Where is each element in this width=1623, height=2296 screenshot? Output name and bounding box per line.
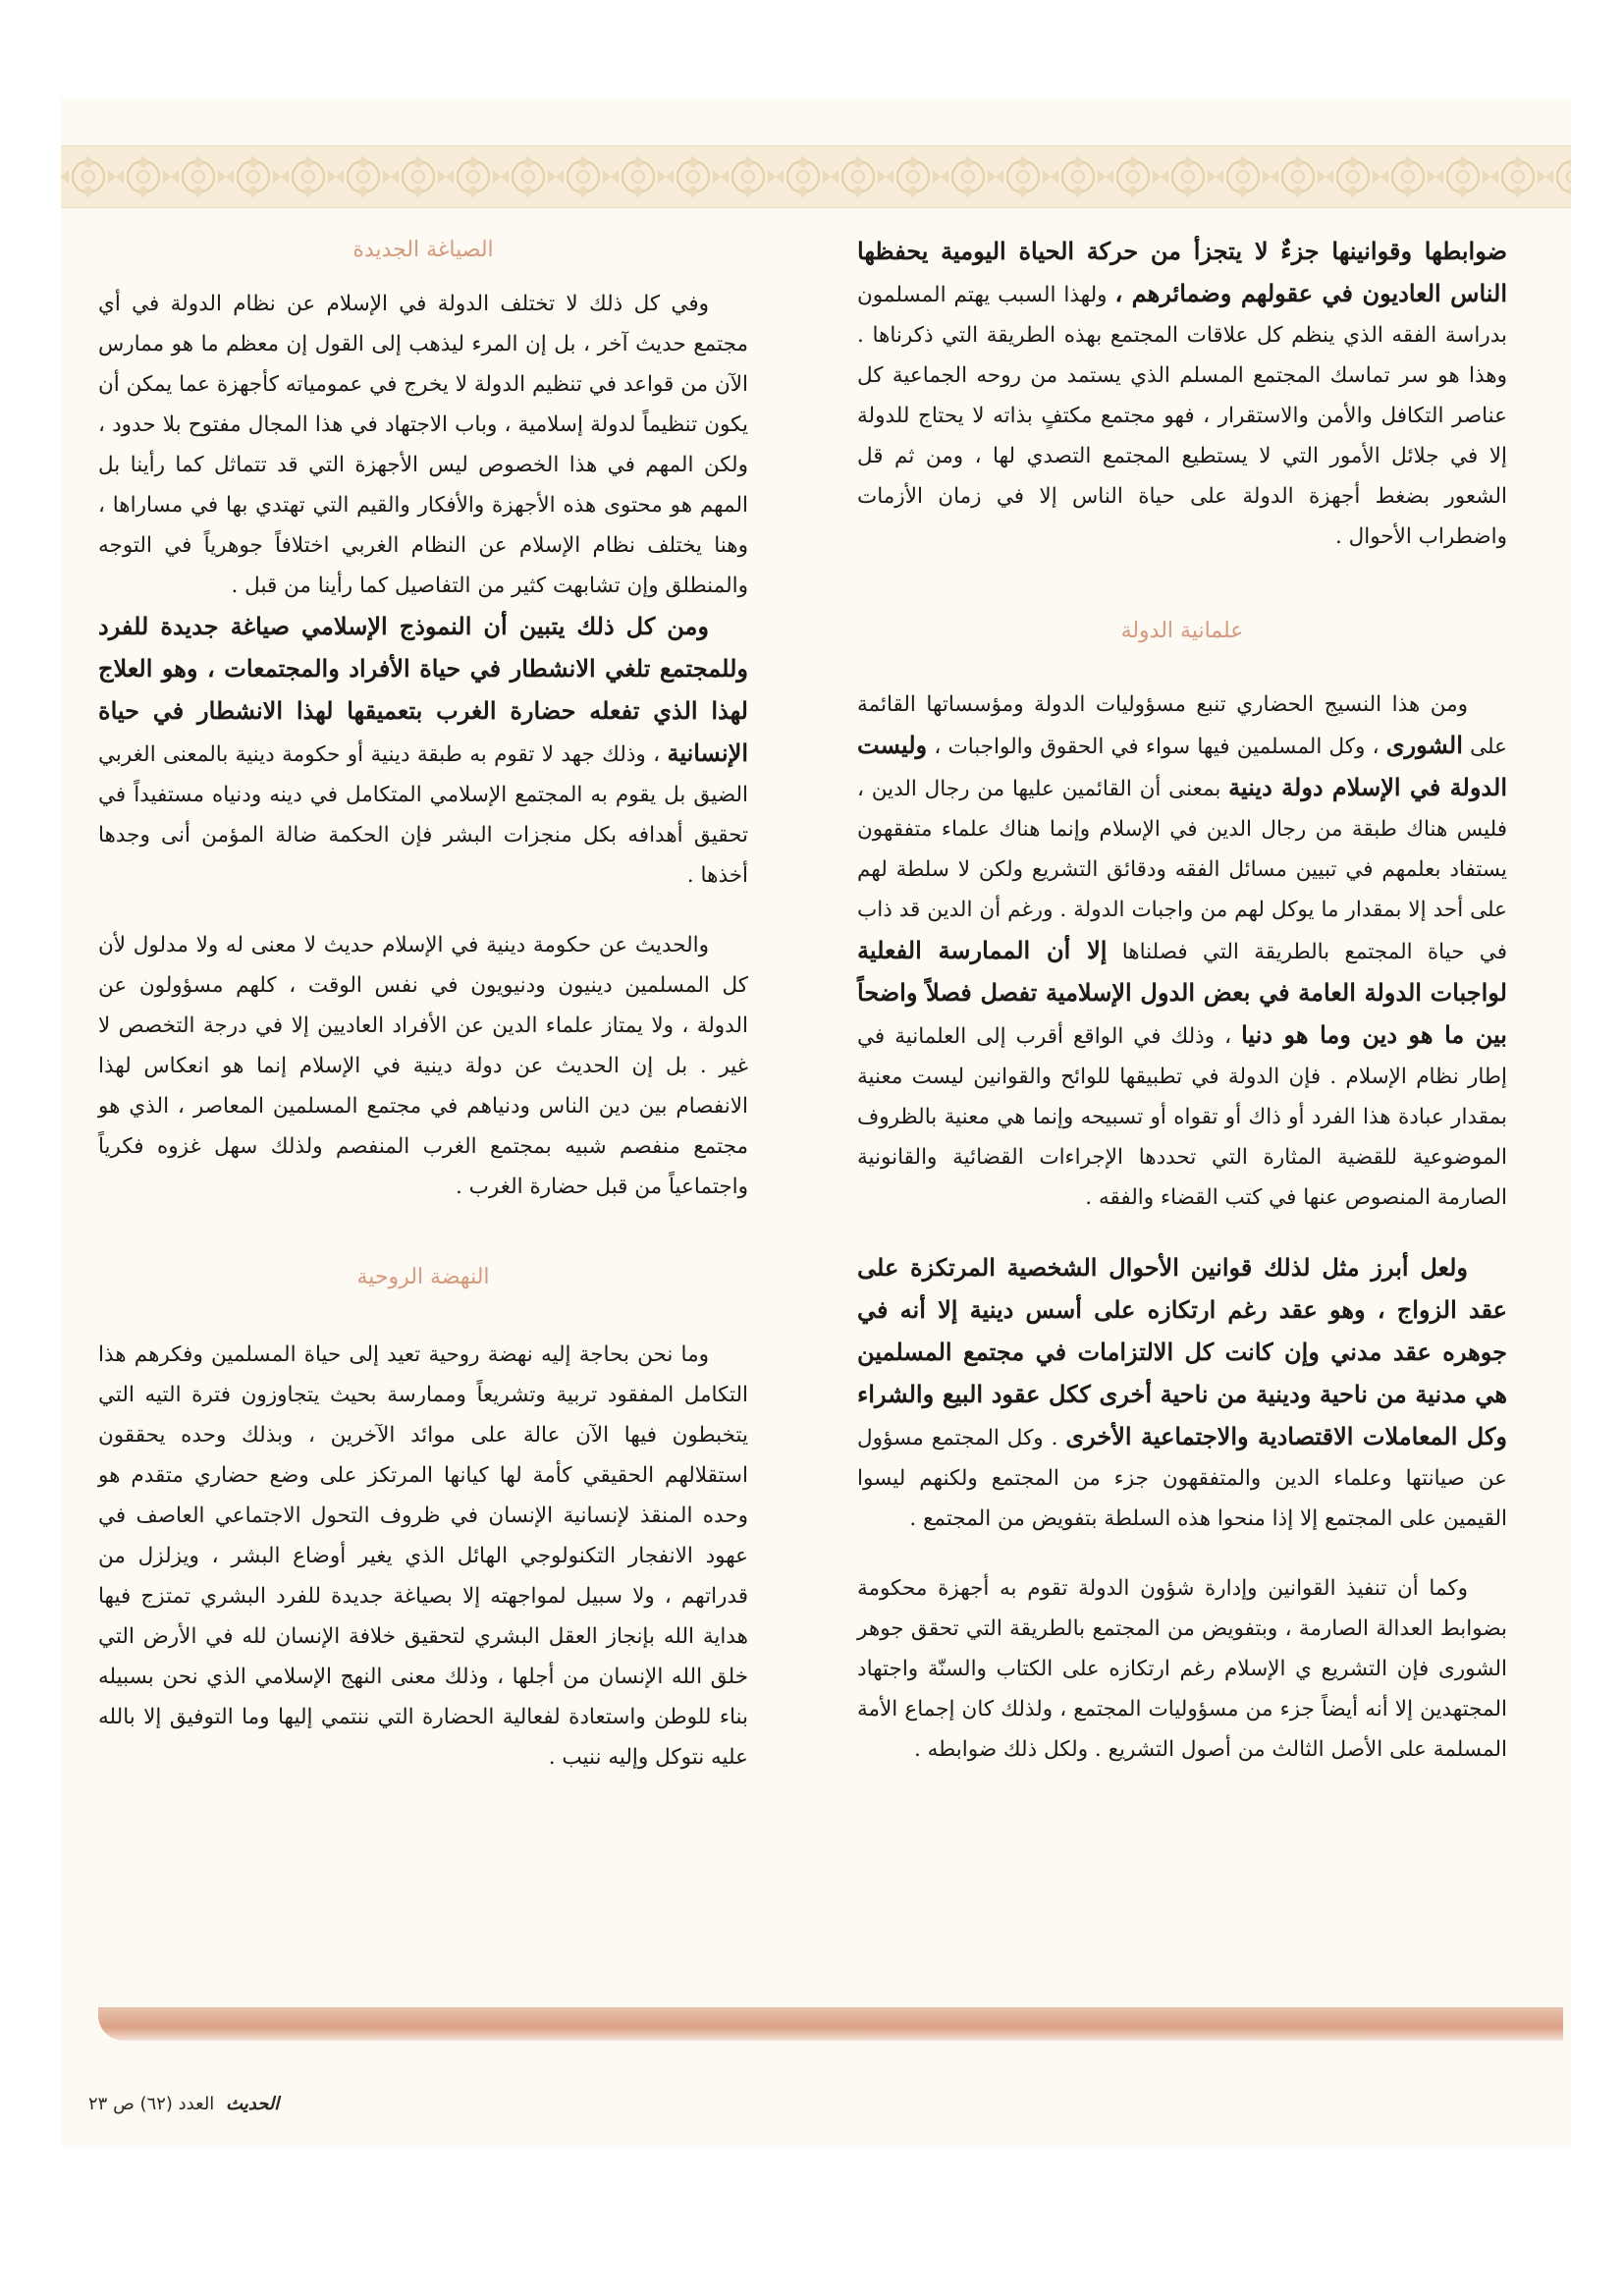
- paragraph: ولعل أبرز مثل لذلك قوانين الأحوال الشخصية المرتكزة على عقد الزواج ، وهو عقد رغم ارتكازه على أسس دينية إلا أنه في جوهره عقد مدني وإن كانت كل الالتزامات في مجتمع المسلمين هي مدنية من ناحية ودينية من ناحية أخرى ككل عقود البيع والشراء وكل المعاملات الاقتصادية والاجتماعية الأخرى . وكل المجتمع مسؤول عن صيانتها وعلماء الدين والمتفقهون جزء من المجتمع ولكنهم ليسوا القيمين على المجتمع إلا إذا منحوا هذه السلطة بتفويض من المجتمع .: [857, 1253, 1507, 1531]
- right-column: [857, 231, 1507, 1770]
- page-footer: [88, 2094, 403, 2114]
- paragraph: [857, 231, 1507, 557]
- body-text: ولهذا السبب يهتم المسلمون بدراسة الفقه الذي ينظم كل علاقات المجتمع بهذه الطريقة التي ذكرناها . وهذا هو سر تماسك المجتمع المسلم الذي يستمد من روحه الجماعية كل عناصر التكافل والأمن والاستقرار ، فهو مجتمع مكتفٍ بذاته لا يحتاج للدولة إلا في جلائل الأمور التي لا يستطيع المجتمع التصدي لها ، ومن ثم قل الشعور بضغط أجهزة الدولة على حياة الناس إلا في زمان الأزمات واضطراب الأحوال .: [857, 283, 1507, 549]
- bold-text: ضوابطها وقوانينها جزءٌ لا يتجزأ من حركة الحياة اليومية يحفظها الناس العاديون في عقولهم وضمائرهم ،: [857, 237, 1507, 307]
- section-title-secularism: علمانية الدولة: [1120, 619, 1244, 643]
- paragraph: وكما أن تنفيذ القوانين وإدارة شؤون الدولة تقوم به أجهزة محكومة بضوابط العدالة الصارمة ، وبتفويض من المجتمع بالطريقة التي تحقق جوهر الشورى فإن التشريع ي الإسلام رغم ارتكازه على الكتاب والسنّة واجتهاد المجتهدين إلا أنه أيضاً جزء من مسؤوليات المجتمع ، ولذلك كان إجماع الأمة المسلمة على الأصل الثالث من أصول التشريع . ولكل ذلك ضوابطه .: [857, 1576, 1507, 1762]
- paragraph: ومن كل ذلك يتبين أن النموذج الإسلامي صياغة جديدة للفرد وللمجتمع تلغي الانشطار في حياة الأفراد والمجتمعات ، وهو العلاج لهذا الذي تفعله حضارة الغرب بتعميقها لهذا الانشطار في حياة الإنسانية ، وذلك جهد لا تقوم به طبقة دينية أو حكومة دينية بالمعنى الغربي الضيق بل يقوم به المجتمع الإسلامي المتكامل في دينه ودنياه مستفيداً في تحقيق أهدافه بكل منجزات البشر فإن الحكمة ضالة المؤمن أنى وجدها أخذها .: [98, 612, 748, 888]
- paragraph: والحديث عن حكومة دينية في الإسلام حديث لا معنى له ولا مدلول لأن كل المسلمين دينيون ودنيويون في نفس الوقت ، كلهم مسؤولون عن الدولة ، ولا يمتاز علماء الدين عن الأفراد العاديين إلا في درجة التخصص لا غير . بل إن الحديث عن دولة دينية في الإسلام إنما هو انعكاس لهذا الانفصام بين دين الناس ودنياهم في مجتمع المسلمين المعاصر ، الذي هو مجتمع منفصم شبيه بمجتمع الغرب المنفصم ولذلك سهل غزوه فكرياً واجتماعياً من قبل حضارة الغرب .: [98, 933, 748, 1199]
- paragraph: ومن هذا النسيج الحضاري تنبع مسؤوليات الدولة ومؤسساتها القائمة على الشورى ، وكل المسلمين فيها سواء في الحقوق والواجبات ، وليست الدولة في الإسلام دولة دينية بمعنى أن القائمين عليها من رجال الدين ، فليس هناك طبقة من رجال الدين في الإسلام وإنما هناك علماء متفقهون يستفاد بعلمهم في تبيين مسائل الفقه ودقائق التشريع ولكن لا سلطة لهم على أحد إلا بمقدار ما يوكل لهم من واجبات الدولة . ورغم أن الدين قد ذاب في حياة المجتمع بالطريقة التي فصلناها إلا أن الممارسة الفعلية لواجبات الدولة العامة في بعض الدول الإسلامية تفصل فصلاً واضحاً بين ما هو دين وما هو دنيا ، وذلك في الواقع أقرب إلى العلمانية في إطار نظام الإسلام . فإن الدولة في تطبيقها للوائح والقوانين ليست معنية بمقدار عبادة هذا الفرد أو ذاك أو تقواه أو تسبيحه وإنما هي معنية بالظروف الموضوعية للقضية المثارة التي تحددها الإجراءات القضائية والقانونية الصارمة المنصوص عنها في كتب القضاء والفقه .: [857, 692, 1507, 1210]
- issue-page-number: العدد (٦٢) ص ٢٣: [88, 2094, 215, 2114]
- left-column: [98, 231, 748, 1777]
- paragraph: وما نحن بحاجة إليه نهضة روحية تعيد إلى حياة المسلمين وفكرهم هذا التكامل المفقود تربية وتشريعاً وممارسة بحيث يتجاوزون فترة التيه التي يتخبطون فيها الآن عالة على موائد الآخرين ، وبذلك وحده يحققون استقلالهم الحقيقي كأمة لها كيانها المرتكز على وضع حضاري متقدم هو وحده المنقذ لإنسانية الإنسان في ظروف التحول الاجتماعي العاصف في عهود الانفجار التكنولوجي الهائل الذي يغير أوضاع البشر ، ويزلزل من قدراتهم ، ولا سبيل لمواجهته إلا بصياغة جديدة للفرد البشري تمتزج فيها هداية الله بإنجاز العقل البشري لتحقيق خلافة الإنسان لله في الأرض التي خلق الله الإنسان من أجلها ، وذلك معنى النهج الإسلامي الذي نحن بسبيله بناء للوطن واستعادة لفعالية الحضارة التي ننتمي إليها وما التوفيق إلا بالله عليه نتوكل وإليه ننيب .: [98, 1342, 748, 1770]
- section-title-spiritual-renaissance: النهضة الروحية: [356, 1265, 490, 1289]
- decorative-border: [61, 145, 1571, 208]
- paragraph: وفي كل ذلك لا تختلف الدولة في الإسلام عن نظام الدولة في أي مجتمع حديث آخر ، بل إن المرء ليذهب إلى القول إن معظم ما هو ممارس الآن من قواعد في تنظيم الدولة لا يخرج في عمومياته كأجهزة عما يمكن أن يكون تنظيماً لدولة إسلامية ، وباب الاجتهاد في هذا المجال مفتوح بلا حدود ، ولكن المهم في هذا الخصوص ليس الأجهزة التي قد تتماثل كما رأينا بل المهم هو محتوى هذه الأجهزة والأفكار والقيم التي تهتدي بها في مساراها ، وهنا يختلف نظام الإسلام عن النظام الغربي اختلافاً جوهرياً في التوجه والمنطلق وإن تشابهت كثير من التفاصيل كما رأينا من قبل .: [98, 292, 748, 598]
- section-title-new-formulation: الصياغة الجديدة: [352, 238, 494, 262]
- magazine-name: الحديث: [226, 2094, 280, 2114]
- bottom-decorative-rule: [98, 2007, 1563, 2041]
